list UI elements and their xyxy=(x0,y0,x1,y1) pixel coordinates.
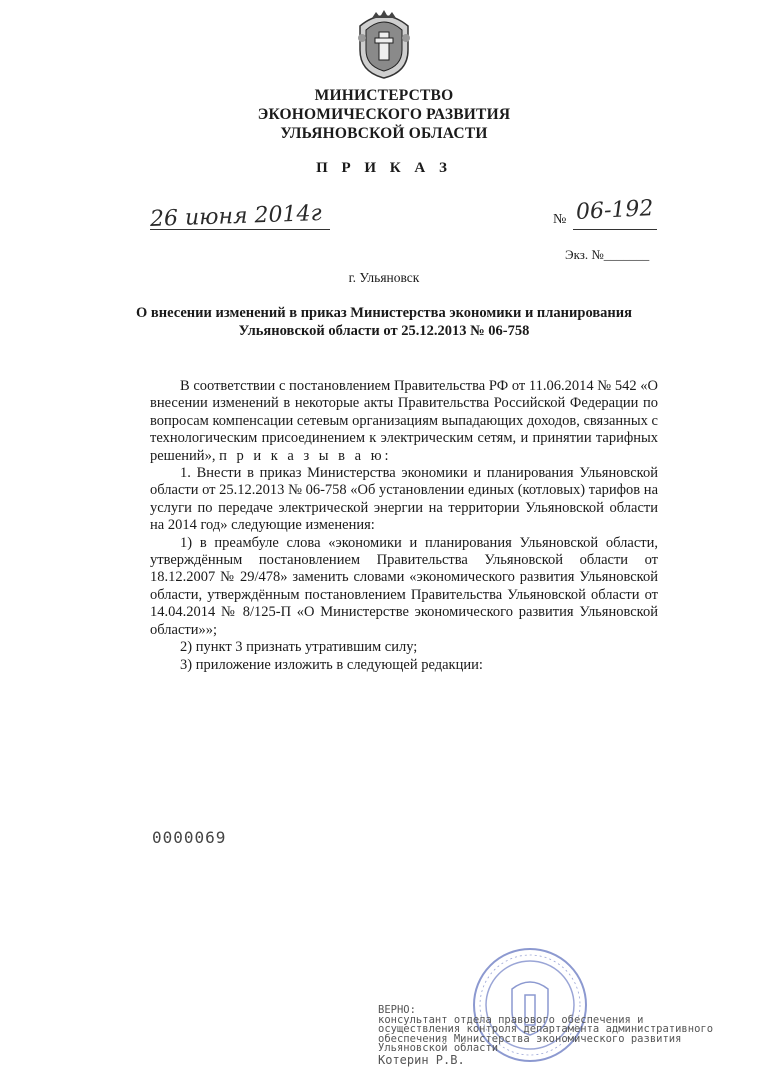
order-verb: п р и к а з ы в а ю: xyxy=(219,447,392,464)
certify-label: ВЕРНО: xyxy=(378,1004,416,1016)
body-paragraph-1-2: 2) пункт 3 признать утратившим силу; xyxy=(180,639,418,656)
order-body xyxy=(150,378,658,674)
document-type: П Р И К А З xyxy=(316,160,452,176)
ministry-line-1: МИНИСТЕРСТВО xyxy=(314,87,454,104)
ministry-name xyxy=(0,86,768,143)
subject-line-1: О внесении изменений в приказ Министерства экономики и планирования xyxy=(136,305,632,321)
number-underline xyxy=(573,229,657,230)
body-paragraph-preamble xyxy=(150,378,658,465)
handwritten-date: 26 июня 2014г xyxy=(149,201,323,232)
order-subject xyxy=(0,304,768,340)
certify-position-4: Ульяновской области xyxy=(378,1042,499,1055)
certify-position-3: обеспечения Министерства экономического развития xyxy=(378,1032,682,1045)
handwritten-number: 06-192 xyxy=(575,195,655,226)
certify-position-2: осуществления контроля департамента административного xyxy=(378,1023,714,1036)
body-paragraph-1: 1. Внести в приказ Министерства экономики и планирования Ульяновской области от 25.12.2013 № 06-758 «Об установлении единых (котловых) тарифов на услуги по передаче электрической энергии на территории Ульяновской области на 2014 год» следующие изменения: xyxy=(150,465,658,534)
body-paragraph-1-1: 1) в преамбуле слова «экономики и планирования Ульяновской области, утверждённым постановлением Правительства Ульяновской области от 18.12.2007 № 29/478» заменить словами «экономического развития Ульяновской области, утверждённым постановлением Правительства Ульяновской области от 14.04.2014 № 8/125-П «О Министерстве экономического развития Ульяновской области»»; xyxy=(150,534,658,638)
certification-block xyxy=(378,1006,713,1066)
preamble-text: В соответствии с постановлением Правительства РФ от 11.06.2014 № 542 «О внесении изменений в некоторые акты Правительства Российской Федерации по вопросам компенсации сетевым организациям выпадающих доходов, связанных с технологическим присоединением к электрическим сетям, и принятии тарифных решений», xyxy=(150,378,658,464)
ministry-line-3: УЛЬЯНОВСКОЙ ОБЛАСТИ xyxy=(280,125,488,142)
subject-line-2: Ульяновской области от 25.12.2013 № 06-758 xyxy=(238,323,530,339)
certify-position-1: консультант отдела правового обеспечения и xyxy=(378,1013,644,1026)
ministry-line-2: ЭКОНОМИЧЕСКОГО РАЗВИТИЯ xyxy=(257,106,511,123)
serial-number: 0000069 xyxy=(152,828,227,847)
coat-of-arms-emblem xyxy=(352,8,416,80)
copy-number-label: Экз. №_______ xyxy=(565,247,650,262)
number-prefix: № xyxy=(553,212,567,227)
city-label: г. Ульяновск xyxy=(348,270,420,285)
certify-signer: Котерин Р.В. xyxy=(378,1052,465,1067)
body-paragraph-1-3: 3) приложение изложить в следующей редакции: xyxy=(180,656,483,673)
date-underline xyxy=(150,229,330,230)
